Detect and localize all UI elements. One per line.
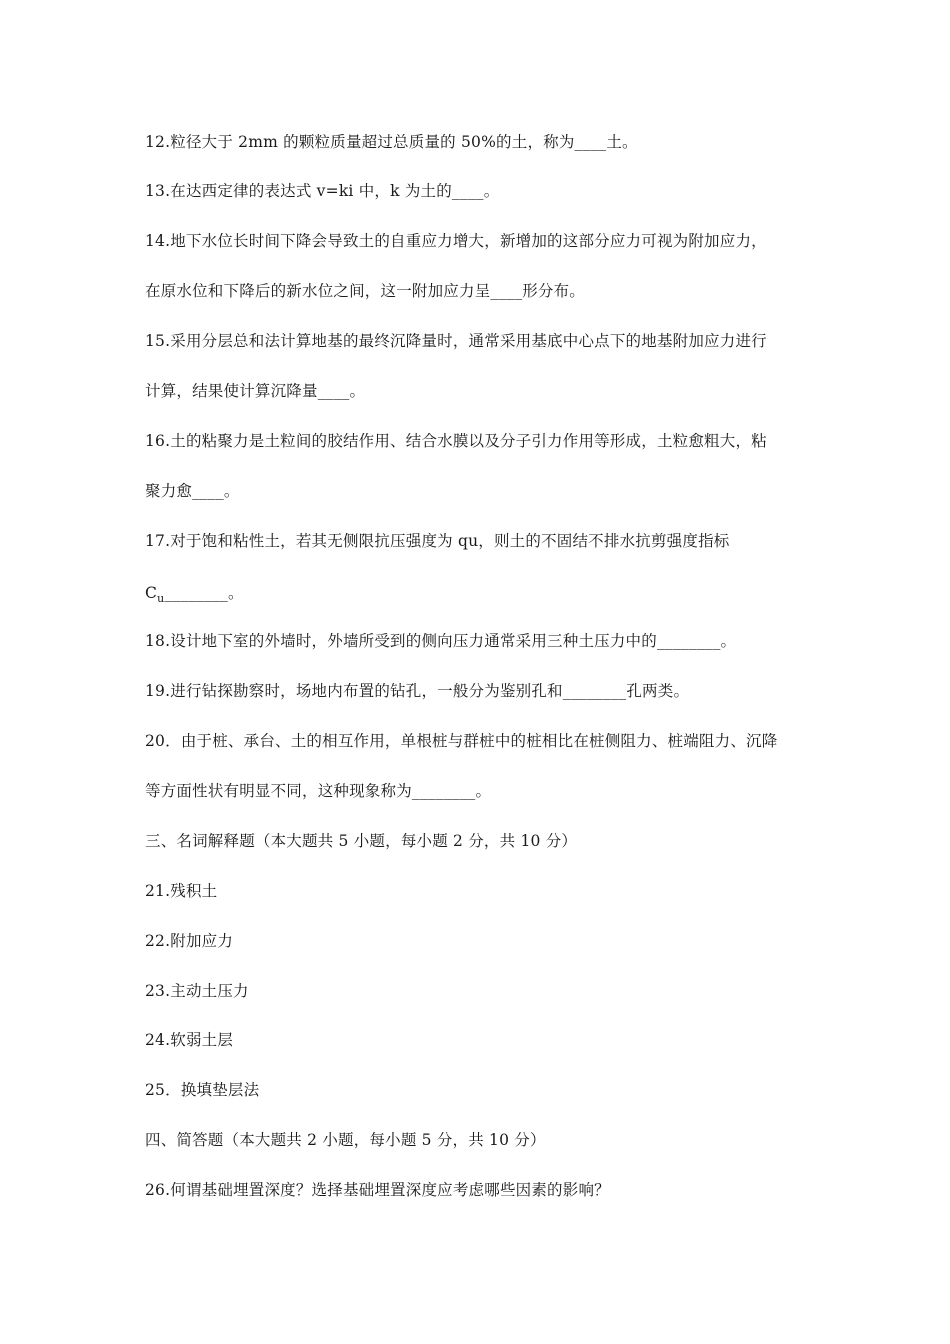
question-19: 19.进行钻探勘察时，场地内布置的钻孔，一般分为鉴别孔和________孔两类。 <box>145 682 690 700</box>
question-17-line-1: 17.对于饱和粘性土，若其无侧限抗压强度为 qu，则土的不固结不排水抗剪强度指标 <box>145 532 730 550</box>
question-14-line-1: 14.地下水位长时间下降会导致土的自重应力增大，新增加的这部分应力可视为附加应力， <box>145 232 767 250</box>
section-four-heading: 四、简答题（本大题共 2 小题，每小题 5 分，共 10 分） <box>145 1131 546 1149</box>
question-26: 26.何谓基础埋置深度？选择基础埋置深度应考虑哪些因素的影响？ <box>145 1181 610 1199</box>
question-23: 23.主动土压力 <box>145 982 249 1000</box>
question-24: 24.软弱土层 <box>145 1031 234 1049</box>
cu-subscript: u <box>157 592 165 605</box>
question-21: 21.残积土 <box>145 882 218 900</box>
question-18: 18.设计地下室的外墙时，外墙所受到的侧向压力通常采用三种土压力中的________。 <box>145 632 737 650</box>
question-14-line-2: 在原水位和下降后的新水位之间，这一附加应力呈____形分布。 <box>145 282 586 300</box>
question-12: 12.粒径大于 2mm 的颗粒质量超过总质量的 50%的土，称为____土。 <box>145 133 638 151</box>
question-15-line-2: 计算，结果使计算沉降量____。 <box>145 382 366 400</box>
question-25: 25．换填垫层法 <box>145 1081 260 1099</box>
cu-symbol: C <box>145 584 158 602</box>
question-13: 13.在达西定律的表达式 v=ki 中，k 为土的____。 <box>145 182 500 200</box>
section-three-heading: 三、名词解释题（本大题共 5 小题，每小题 2 分，共 10 分） <box>145 832 578 850</box>
cu-blank: ________。 <box>164 584 244 602</box>
question-16-line-1: 16.土的粘聚力是土粒间的胶结作用、结合水膜以及分子引力作用等形成，土粒愈粗大，粘 <box>145 432 767 450</box>
question-22: 22.附加应力 <box>145 932 234 950</box>
question-16-line-2: 聚力愈____。 <box>145 482 240 500</box>
question-20-line-1: 20．由于桩、承台、土的相互作用，单根桩与群桩中的桩相比在桩侧阻力、桩端阻力、沉降 <box>145 732 778 750</box>
question-20-line-2: 等方面性状有明显不同，这种现象称为________。 <box>145 782 492 800</box>
question-15-line-1: 15.采用分层总和法计算地基的最终沉降量时，通常采用基底中心点下的地基附加应力进行 <box>145 332 767 350</box>
question-17-line-2 <box>145 583 820 603</box>
